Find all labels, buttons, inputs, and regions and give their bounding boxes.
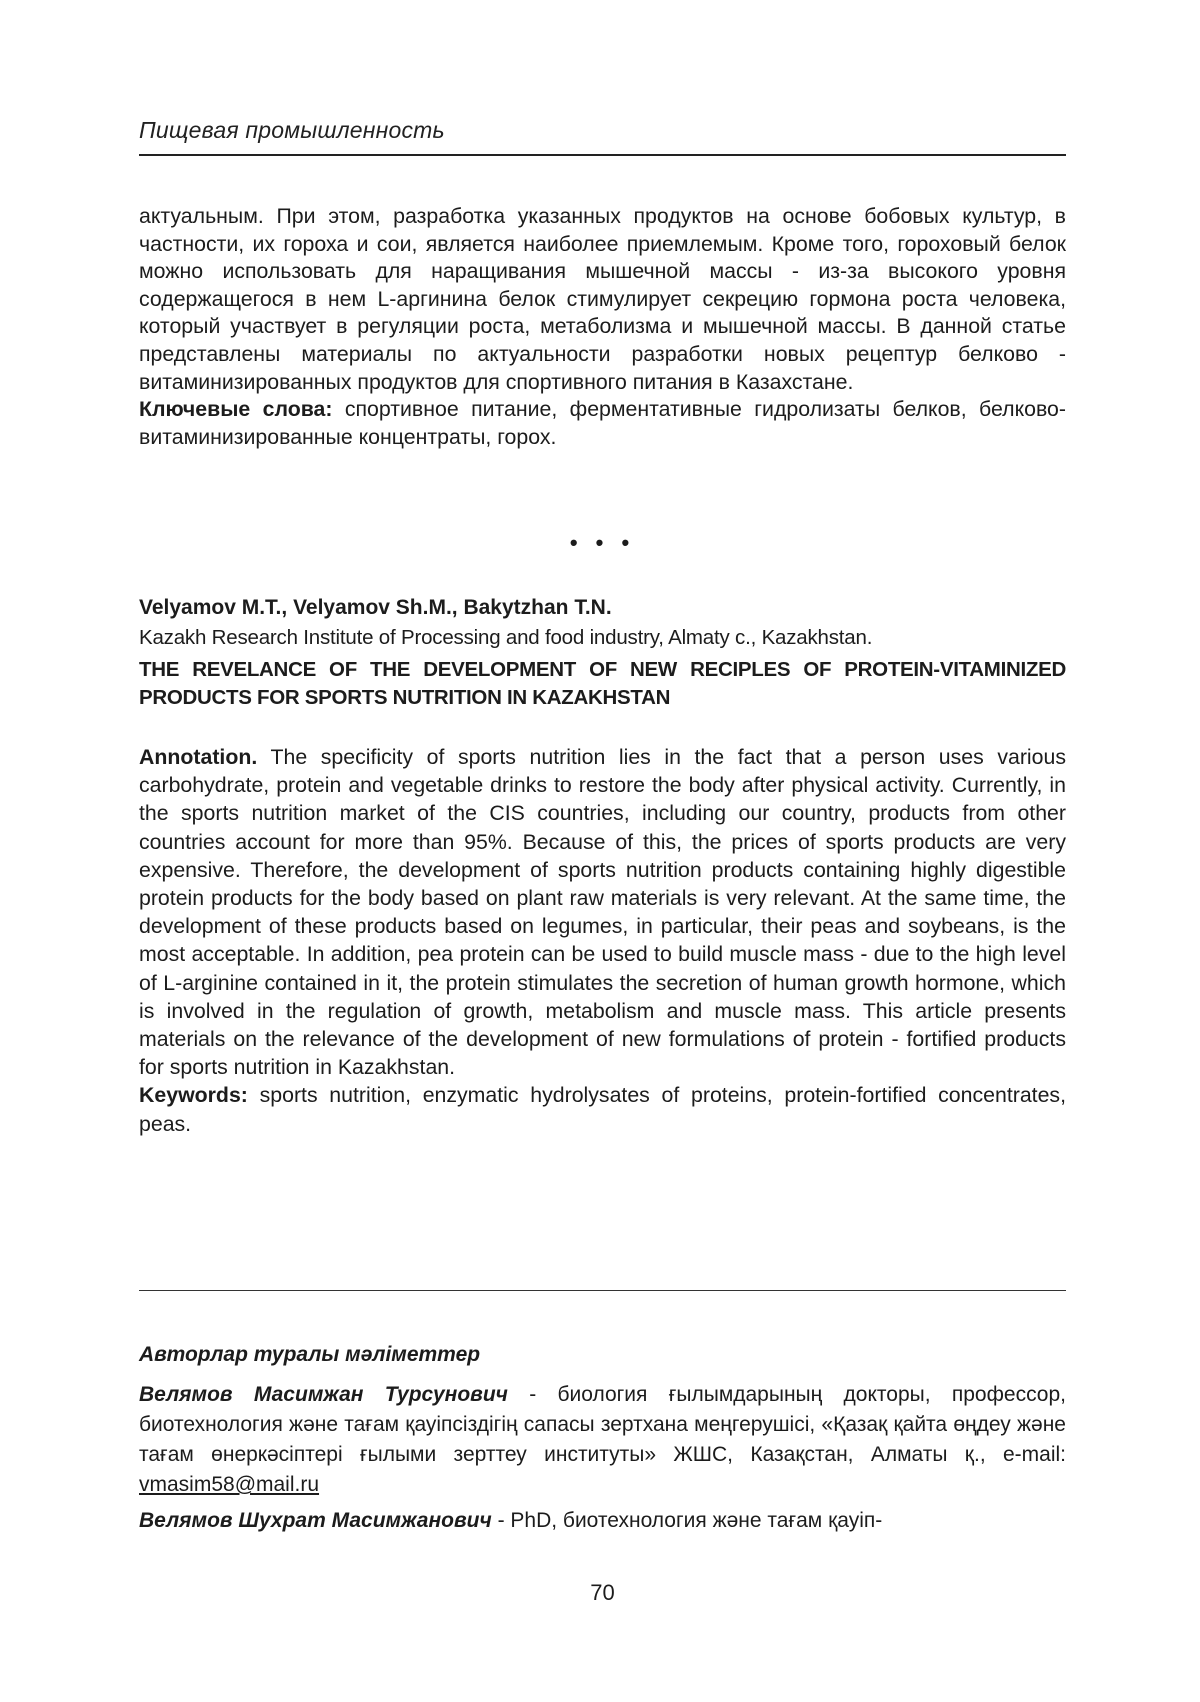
running-header: Пищевая промышленность	[139, 117, 445, 143]
author2-text: - PhD, биотехнология және тағам қауіп-	[491, 1509, 883, 1532]
russian-keywords-text: спортивное питание, ферментативные гидролизаты белков, белково-витаминизированные концентраты, горох.	[139, 397, 1066, 449]
author1-name: Велямов Масимжан Турсунович	[139, 1383, 508, 1406]
annotation-text: The specificity of sports nutrition lies in the fact that a person uses various carbohydrate, protein and vegetable drinks to restore the body after physical activity. Currently, in the sports nutrition market of the CIS countries, including our country, products from other countries account for more than 95%. Because of this, the prices of sports products are very expensive. Therefore, the development of sports nutrition products containing highly digestible protein products for the body based on plant raw materials is very relevant. At the same time, the development of these products based on legumes, in particular, their peas and soybeans, is the most acceptable. In addition, pea protein can be used to build muscle mass - due to the high level of L-arginine contained in it, the protein stimulates the secretion of human growth hormone, which is involved in the regulation of growth, metabolism and muscle mass. This article presents materials on the relevance of the development of new formulations of protein - fortified products for sports nutrition in Kazakhstan.	[139, 745, 1066, 1080]
author1-text: - биология ғылымдарының докторы, профессор, биотехнология және тағам қауіпсіздігің сапасы зертхана меңгерушісі, «Қазақ қайта өңдеу және тағам өнеркәсіптері ғылыми зерттеу институты» ЖШС, Казақстан, Алматы қ., e-mail:	[139, 1383, 1066, 1466]
english-keywords	[139, 1081, 1066, 1137]
annotation-label: Annotation.	[139, 745, 258, 769]
article-authors: Velyamov M.T., Velyamov Sh.M., Bakytzhan T.N.	[139, 596, 612, 619]
authors-info	[139, 1340, 1066, 1542]
russian-keywords	[139, 396, 1066, 451]
author2-name: Велямов Шухрат Масимжанович	[139, 1509, 492, 1532]
header-rule	[139, 154, 1066, 156]
author1-email-link[interactable]: vmasim58@mail.ru	[139, 1473, 320, 1496]
russian-keywords-label: Ключевые слова:	[139, 397, 333, 422]
journal-page	[139, 0, 1066, 1702]
authors-info-heading: Авторлар туралы мәліметтер	[139, 1343, 481, 1366]
russian-abstract-text: актуальным. При этом, разработка указанных продуктов на основе бобовых культур, в частности, их гороха и сои, является наиболее приемлемым. Кроме того, гороховый белок можно использовать для наращивания мышечной массы - из-за высокого уровня содержащегося в нем L-аргинина белок стимулирует секрецию гормона роста человека, который участвует в регуляции роста, метаболизма и мышечной массы. В данной статье представлены материалы по актуальности разработки новых рецептур белково - витаминизированных продуктов для спортивного питания в Казахстане.	[139, 204, 1066, 394]
english-keywords-label: Keywords:	[139, 1083, 248, 1108]
section-separator: • • •	[569, 530, 636, 555]
author-entry-1	[139, 1380, 1066, 1500]
annotation-paragraph	[139, 743, 1066, 1081]
english-keywords-text: sports nutrition, enzymatic hydrolysates of proteins, protein-fortified concentrates, peas.	[139, 1083, 1066, 1136]
russian-abstract	[139, 203, 1066, 451]
article-affiliation: Kazakh Research Institute of Processing and food industry, Almaty c., Kazakhstan.	[139, 626, 873, 649]
footnote-rule	[139, 1290, 1066, 1291]
english-annotation	[139, 743, 1066, 1138]
author-entry-2	[139, 1506, 1066, 1536]
article-title: THE REVELANCE OF THE DEVELOPMENT OF NEW RECIPLES OF PROTEIN-VITAMINIZED PRODUCTS FOR SPORTS NUTRITION IN KAZAKHSTAN	[139, 658, 1066, 709]
page-number: 70	[590, 1580, 615, 1605]
